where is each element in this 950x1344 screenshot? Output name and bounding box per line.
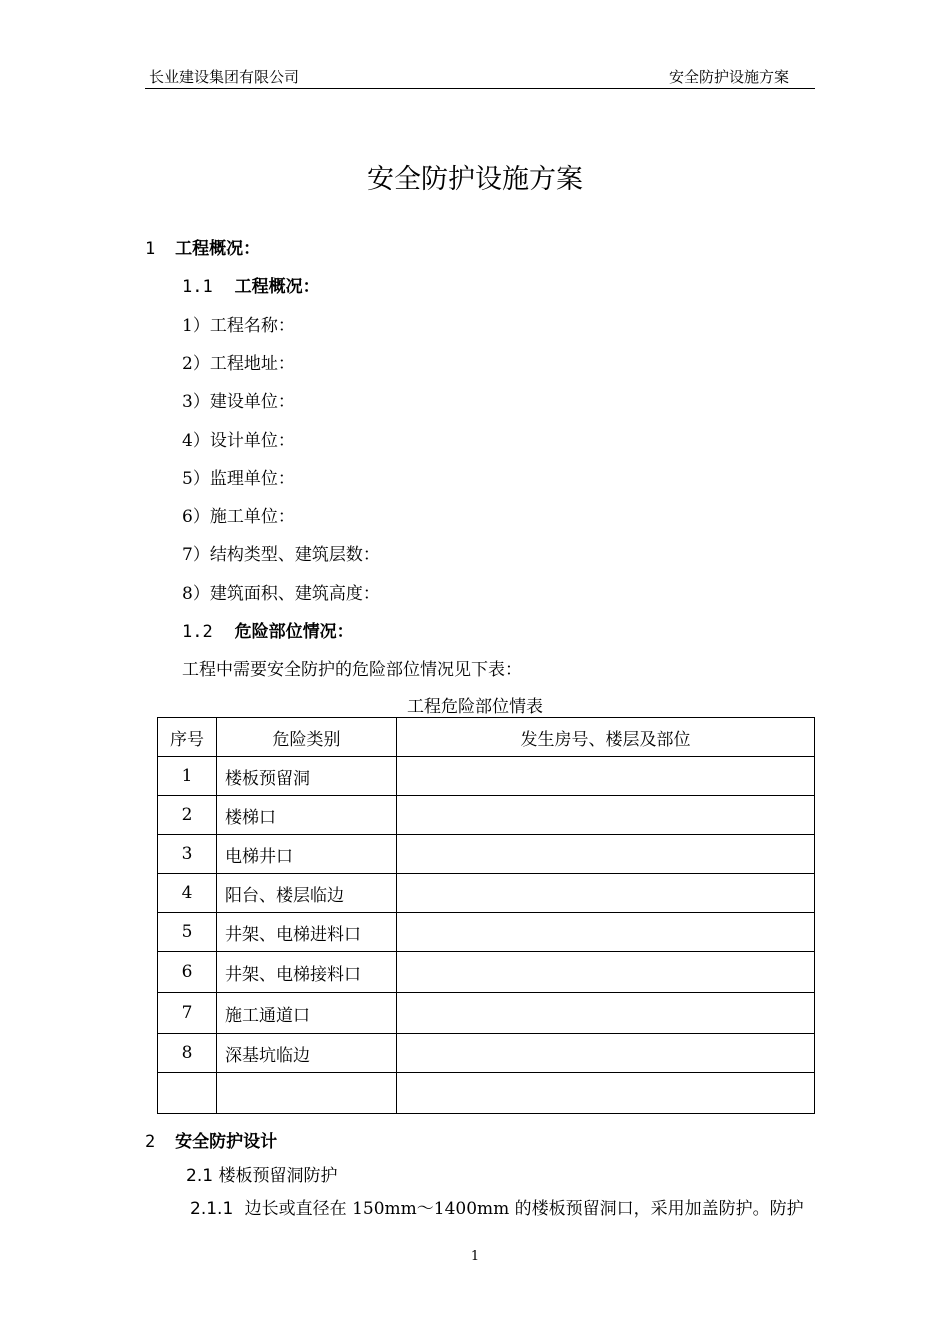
subsection-1-1-title: 工程概况：: [234, 277, 320, 297]
section-1-title: 工程概况：: [175, 239, 261, 259]
paragraph-2-1-1: [190, 1194, 804, 1219]
page-header: [145, 64, 815, 89]
overview-item: 6）施工单位：: [182, 507, 295, 527]
table-row: [158, 874, 815, 913]
column-header-location: 发生房号、楼层及部位: [397, 718, 815, 757]
paragraph-2-1-1-text: 边长或直径在 150mm～1400mm 的楼板预留洞口，采用加盖防护。防护: [244, 1199, 804, 1219]
table-row: [158, 993, 815, 1034]
table-row: [158, 796, 815, 835]
document-title: 安全防护设施方案: [367, 164, 583, 195]
cell-location: [397, 757, 815, 796]
overview-item: 3）建设单位：: [182, 392, 295, 412]
paragraph-2-1-1-number: 2.1.1: [190, 1199, 234, 1219]
cell-type: 楼板预留洞: [217, 757, 397, 796]
cell-no: 5: [158, 913, 217, 952]
cell-type: 电梯井口: [217, 835, 397, 874]
cell-location: [397, 874, 815, 913]
overview-item: 7）结构类型、建筑层数：: [182, 545, 380, 565]
cell-location: [397, 952, 815, 993]
section-2-number: 2: [145, 1132, 156, 1152]
section-1-heading: [145, 234, 260, 259]
overview-item: 1）工程名称：: [182, 316, 295, 336]
cell-no: 8: [158, 1034, 217, 1073]
cell-location: [397, 796, 815, 835]
page-number: 1: [470, 1249, 480, 1264]
cell-no: [158, 1073, 217, 1114]
header-company: 长业建设集团有限公司: [149, 68, 300, 86]
cell-type: 施工通道口: [217, 993, 397, 1034]
cell-type: 阳台、楼层临边: [217, 874, 397, 913]
table-row: [158, 913, 815, 952]
cell-location: [397, 993, 815, 1034]
table-row: [158, 835, 815, 874]
overview-item: 8）建筑面积、建筑高度：: [182, 584, 380, 604]
cell-type: 井架、电梯进料口: [217, 913, 397, 952]
section-2-title: 安全防护设计: [175, 1132, 278, 1152]
table-row: [158, 952, 815, 993]
overview-item: 5）监理单位：: [182, 469, 295, 489]
cell-no: 3: [158, 835, 217, 874]
cell-location: [397, 1034, 815, 1073]
cell-type: [217, 1073, 397, 1114]
table-caption: 工程危险部位情表: [407, 697, 543, 717]
subsection-1-2-number: 1.2: [182, 622, 213, 642]
cell-no: 7: [158, 993, 217, 1034]
overview-item: 4）设计单位：: [182, 431, 295, 451]
header-doc-name: 安全防护设施方案: [668, 68, 789, 86]
subsection-1-2-heading: [182, 617, 354, 642]
cell-location: [397, 1073, 815, 1114]
table-row: [158, 1034, 815, 1073]
table-intro-text: 工程中需要安全防护的危险部位情况见下表：: [182, 660, 522, 680]
cell-no: 2: [158, 796, 217, 835]
overview-item: 2）工程地址：: [182, 354, 295, 374]
subsection-1-2-title: 危险部位情况：: [234, 622, 354, 642]
subsection-1-1-number: 1.1: [182, 277, 213, 297]
table-row: [158, 757, 815, 796]
cell-type: 楼梯口: [217, 796, 397, 835]
cell-type: 井架、电梯接料口: [217, 952, 397, 993]
subsection-1-1-heading: [182, 272, 320, 297]
cell-no: 6: [158, 952, 217, 993]
cell-no: 1: [158, 757, 217, 796]
section-1-number: 1: [145, 239, 156, 259]
table-row-empty: [158, 1073, 815, 1114]
cell-no: 4: [158, 874, 217, 913]
cell-location: [397, 835, 815, 874]
table-header-row: [158, 718, 815, 757]
cell-location: [397, 913, 815, 952]
danger-locations-table: [157, 717, 815, 1114]
column-header-type: 危险类别: [217, 718, 397, 757]
cell-type: 深基坑临边: [217, 1034, 397, 1073]
column-header-no: 序号: [158, 718, 217, 757]
section-2-heading: [145, 1127, 277, 1152]
subsection-2-1-heading: 2.1 楼板预留洞防护: [186, 1166, 338, 1186]
